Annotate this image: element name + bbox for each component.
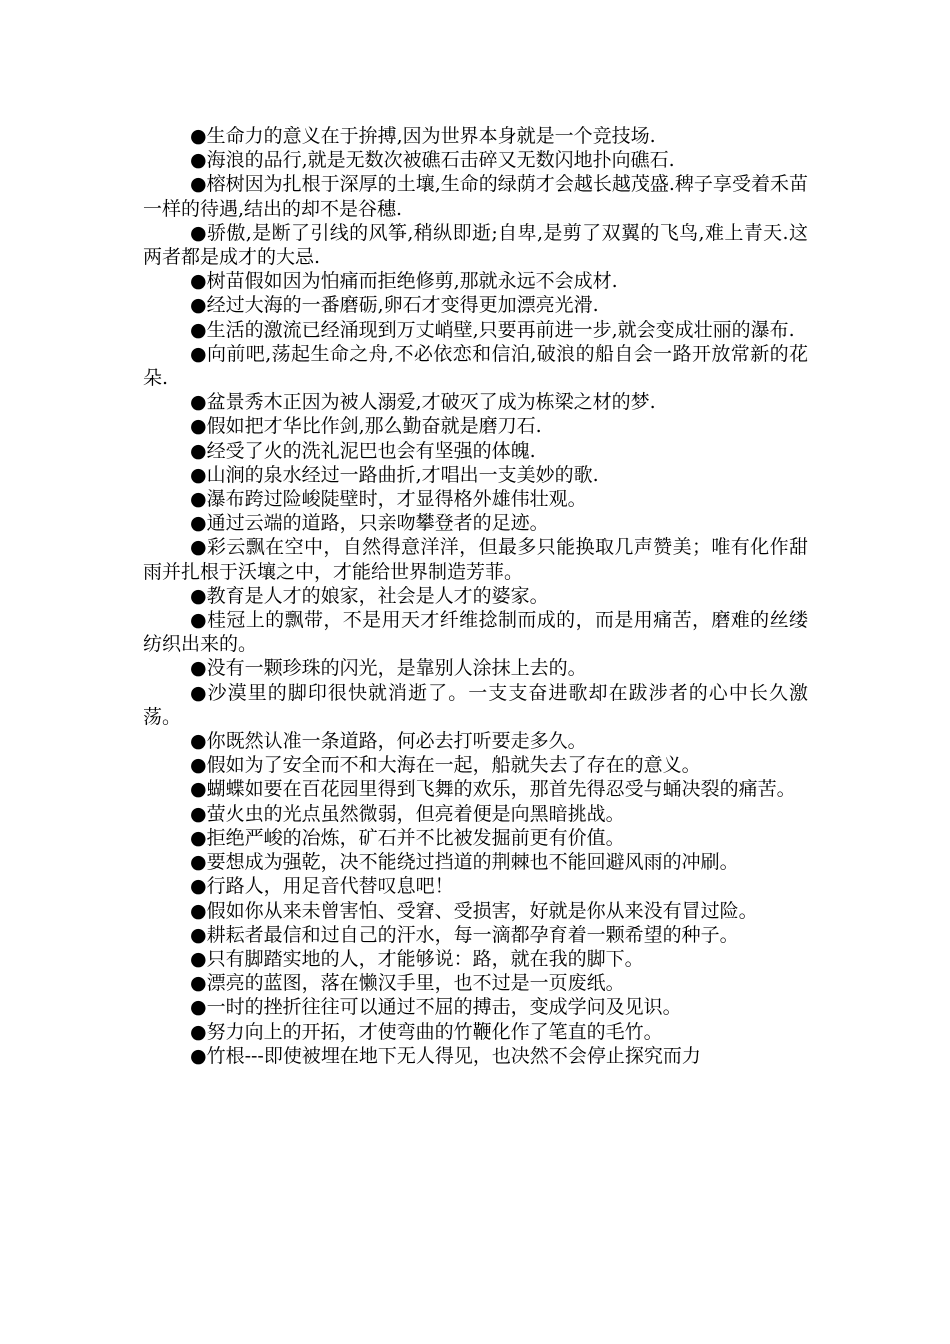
quote-paragraph: ●彩云飘在空中，自然得意洋洋，但最多只能换取几声赞美；唯有化作甜雨并扎根于沃壤之中，才能给世界制造芳菲。	[143, 536, 808, 583]
quote-paragraph: ●向前吧,荡起生命之舟,不必依恋和信泊,破浪的船自会一路开放常新的花朵.	[143, 342, 808, 390]
quote-paragraph: ●通过云端的道路，只亲吻攀登者的足迹。	[190, 512, 549, 535]
quote-paragraph: ●海浪的品行,就是无数次被礁石击碎又无数闪地扑向礁石.	[190, 149, 675, 172]
quote-paragraph: ●竹根---即使被埋在地下无人得见，也决然不会停止探究而力	[190, 1044, 701, 1067]
quote-paragraph: ●生命力的意义在于拚搏,因为世界本身就是一个竞技场.	[190, 125, 656, 147]
quote-paragraph: ●拒绝严峻的冶炼，矿石并不比被发掘前更有价值。	[190, 826, 625, 849]
quote-paragraph: ●经过大海的一番磨砺,卵石才变得更加漂亮光滑.	[190, 294, 599, 317]
quote-paragraph: ●瀑布跨过险峻陡壁时，才显得格外雄伟壮观。	[190, 488, 587, 511]
quote-paragraph: ●努力向上的开拓，才使弯曲的竹鞭化作了笔直的毛竹。	[190, 1020, 663, 1043]
quote-paragraph: ●桂冠上的飘带，不是用天才纤维捻制而成的，而是用痛苦，磨难的丝缕纺织出来的。	[143, 609, 808, 656]
quote-paragraph: ●骄傲,是断了引线的风筝,稍纵即逝;自卑,是剪了双翼的飞鸟,难上青天.这两者都是成才的大忌.	[143, 221, 808, 269]
quote-paragraph: ●生活的激流已经涌现到万丈峭壁,只要再前进一步,就会变成壮丽的瀑布.	[190, 318, 795, 341]
quote-paragraph: ●萤火虫的光点虽然微弱，但亮着便是向黑暗挑战。	[190, 802, 625, 825]
quote-paragraph: ●你既然认准一条道路，何必去打听要走多久。	[190, 730, 587, 753]
quote-paragraph: ●山涧的泉水经过一路曲折,才唱出一支美妙的歌.	[190, 463, 599, 486]
quote-paragraph: ●假如把才华比作剑,那么勤奋就是磨刀石.	[190, 415, 542, 438]
quote-paragraph: ●教育是人才的娘家，社会是人才的婆家。	[190, 584, 549, 607]
quote-paragraph: ●经受了火的洗礼泥巴也会有坚强的体魄.	[190, 439, 536, 462]
quote-paragraph: ●行路人，用足音代替叹息吧！	[190, 875, 454, 898]
quote-paragraph: ●漂亮的蓝图，落在懒汉手里，也不过是一页废纸。	[190, 972, 625, 995]
quote-paragraph: ●沙漠里的脚印很快就消逝了。一支支奋进歌却在跋涉者的心中长久激荡。	[143, 681, 808, 728]
quote-paragraph: ●耕耘者最信和过自己的汗水，每一滴都孕育着一颗希望的种子。	[190, 923, 739, 946]
quote-paragraph: ●假如你从来未曾害怕、受窘、受损害，好就是你从来没有冒过险。	[190, 899, 758, 922]
quote-paragraph: ●没有一颗珍珠的闪光，是靠别人涂抹上去的。	[190, 657, 587, 680]
quote-paragraph: ●盆景秀木正因为被人溺爱,才破灭了成为栋梁之材的梦.	[190, 391, 656, 414]
quote-paragraph: ●只有脚踏实地的人，才能够说：路，就在我的脚下。	[190, 947, 644, 970]
quote-paragraph: ●假如为了安全而不和大海在一起，船就失去了存在的意义。	[190, 754, 701, 777]
quote-paragraph: ●榕树因为扎根于深厚的土壤,生命的绿荫才会越长越茂盛.稗子享受着禾苗一样的待遇,结出的却不是谷穗.	[143, 173, 808, 220]
quote-list	[143, 124, 808, 1068]
quote-paragraph: ●一时的挫折往往可以通过不屈的搏击，变成学问及见识。	[190, 996, 682, 1019]
quote-paragraph: ●树苗假如因为怕痛而拒绝修剪,那就永远不会成材.	[190, 270, 618, 293]
quote-paragraph: ●要想成为强乾，决不能绕过挡道的荆棘也不能回避风雨的冲刷。	[190, 851, 739, 874]
quote-paragraph: ●蝴蝶如要在百花园里得到飞舞的欢乐，那首先得忍受与蛹决裂的痛苦。	[190, 778, 796, 801]
